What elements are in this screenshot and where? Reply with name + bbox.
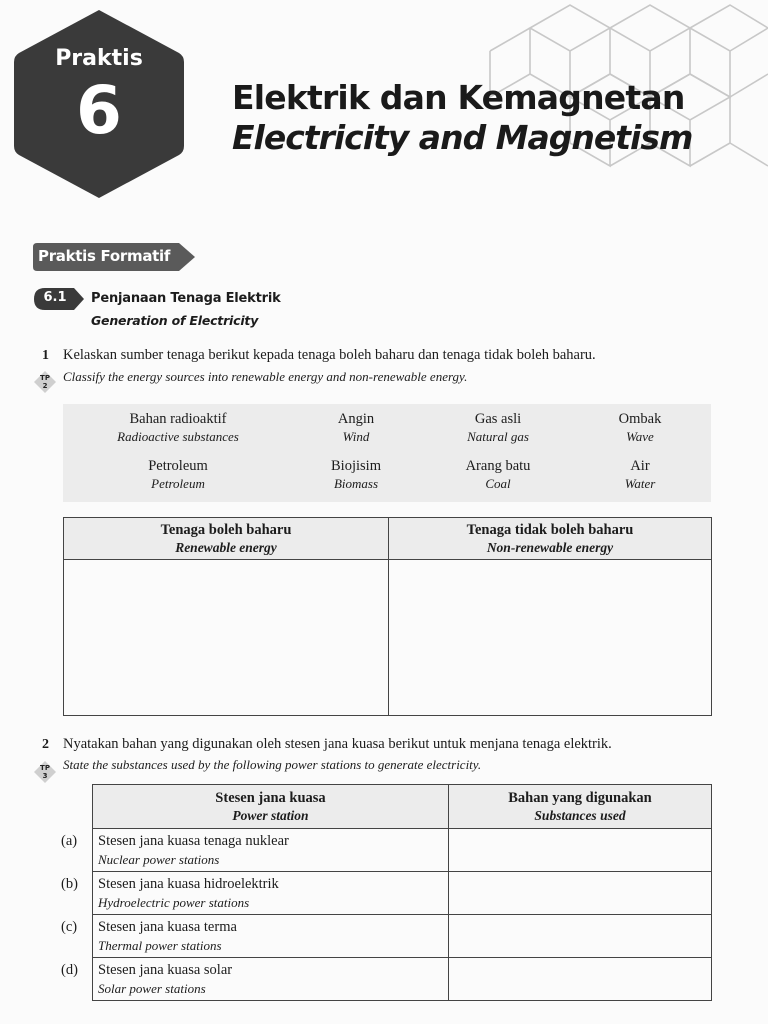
question-2-text-malay: Nyatakan bahan yang digunakan oleh stesen jana kuasa berikut untuk menjana tenaga elektrik. bbox=[63, 736, 612, 752]
question-1-text-malay: Kelaskan sumber tenaga berikut kepada tenaga boleh baharu dan tenaga tidak boleh baharu. bbox=[63, 347, 596, 363]
word-item: Biojisim Biomass bbox=[331, 458, 381, 491]
substance-answer-cell[interactable] bbox=[449, 872, 712, 915]
row-label: (a) bbox=[61, 833, 78, 849]
question-2-text-english: State the substances used by the following power stations to generate electricity. bbox=[63, 757, 482, 772]
tp-level: 3 bbox=[42, 772, 48, 780]
table-row bbox=[93, 958, 712, 1001]
power-station-table bbox=[92, 784, 712, 1001]
subsection-title-english: Generation of Electricity bbox=[91, 313, 259, 328]
word-item: Air Water bbox=[624, 458, 656, 491]
table-row bbox=[93, 915, 712, 958]
table-row bbox=[93, 829, 712, 872]
renewable-header: Tenaga boleh baharu Renewable energy bbox=[64, 518, 389, 560]
renewable-answer-cell[interactable] bbox=[64, 560, 389, 716]
chapter-title-malay: Elektrik dan Kemagnetan bbox=[232, 78, 685, 117]
word-item: Ombak Wave bbox=[618, 411, 662, 444]
table-row bbox=[93, 872, 712, 915]
classification-table bbox=[63, 517, 712, 716]
chapter-label: Praktis bbox=[55, 46, 143, 71]
station-name: Stesen jana kuasa hidroelektrik Hydroelectric power stations bbox=[93, 872, 449, 915]
question-1-text-english: Classify the energy sources into renewable energy and non-renewable energy. bbox=[63, 369, 468, 384]
station-name: Stesen jana kuasa tenaga nuklear Nuclear power stations bbox=[93, 829, 449, 872]
tp-label: TP bbox=[40, 374, 50, 382]
subsection-title-malay: Penjanaan Tenaga Elektrik bbox=[91, 291, 281, 306]
section-banner-label: Praktis Formatif bbox=[38, 247, 171, 265]
chapter-title-english: Electricity and Magnetism bbox=[232, 118, 693, 157]
station-name: Stesen jana kuasa solar Solar power stations bbox=[93, 958, 449, 1001]
word-item: Angin Wind bbox=[337, 411, 375, 444]
word-item: Petroleum Petroleum bbox=[148, 458, 208, 491]
word-item: Gas asli Natural gas bbox=[467, 411, 529, 444]
row-label: (d) bbox=[61, 962, 78, 978]
substance-answer-cell[interactable] bbox=[449, 915, 712, 958]
word-item: Bahan radioaktif Radioactive substances bbox=[117, 411, 239, 444]
row-label: (b) bbox=[61, 876, 78, 892]
question-2-number: 2 bbox=[42, 737, 49, 752]
substance-answer-cell[interactable] bbox=[449, 829, 712, 872]
non-renewable-header: Tenaga tidak boleh baharu Non-renewable energy bbox=[389, 518, 712, 560]
non-renewable-answer-cell[interactable] bbox=[389, 560, 712, 716]
substances-header: Bahan yang digunakan Substances used bbox=[449, 785, 712, 829]
word-item: Arang batu Coal bbox=[465, 458, 531, 491]
station-name: Stesen jana kuasa terma Thermal power stations bbox=[93, 915, 449, 958]
subsection-number: 6.1 bbox=[43, 290, 67, 305]
chapter-number: 6 bbox=[76, 72, 122, 149]
substance-answer-cell[interactable] bbox=[449, 958, 712, 1001]
tp-level: 2 bbox=[42, 382, 48, 390]
word-bank bbox=[63, 404, 711, 502]
row-label: (c) bbox=[61, 919, 78, 935]
power-station-header: Stesen jana kuasa Power station bbox=[93, 785, 449, 829]
tp-label: TP bbox=[40, 764, 50, 772]
question-1-number: 1 bbox=[42, 348, 49, 363]
